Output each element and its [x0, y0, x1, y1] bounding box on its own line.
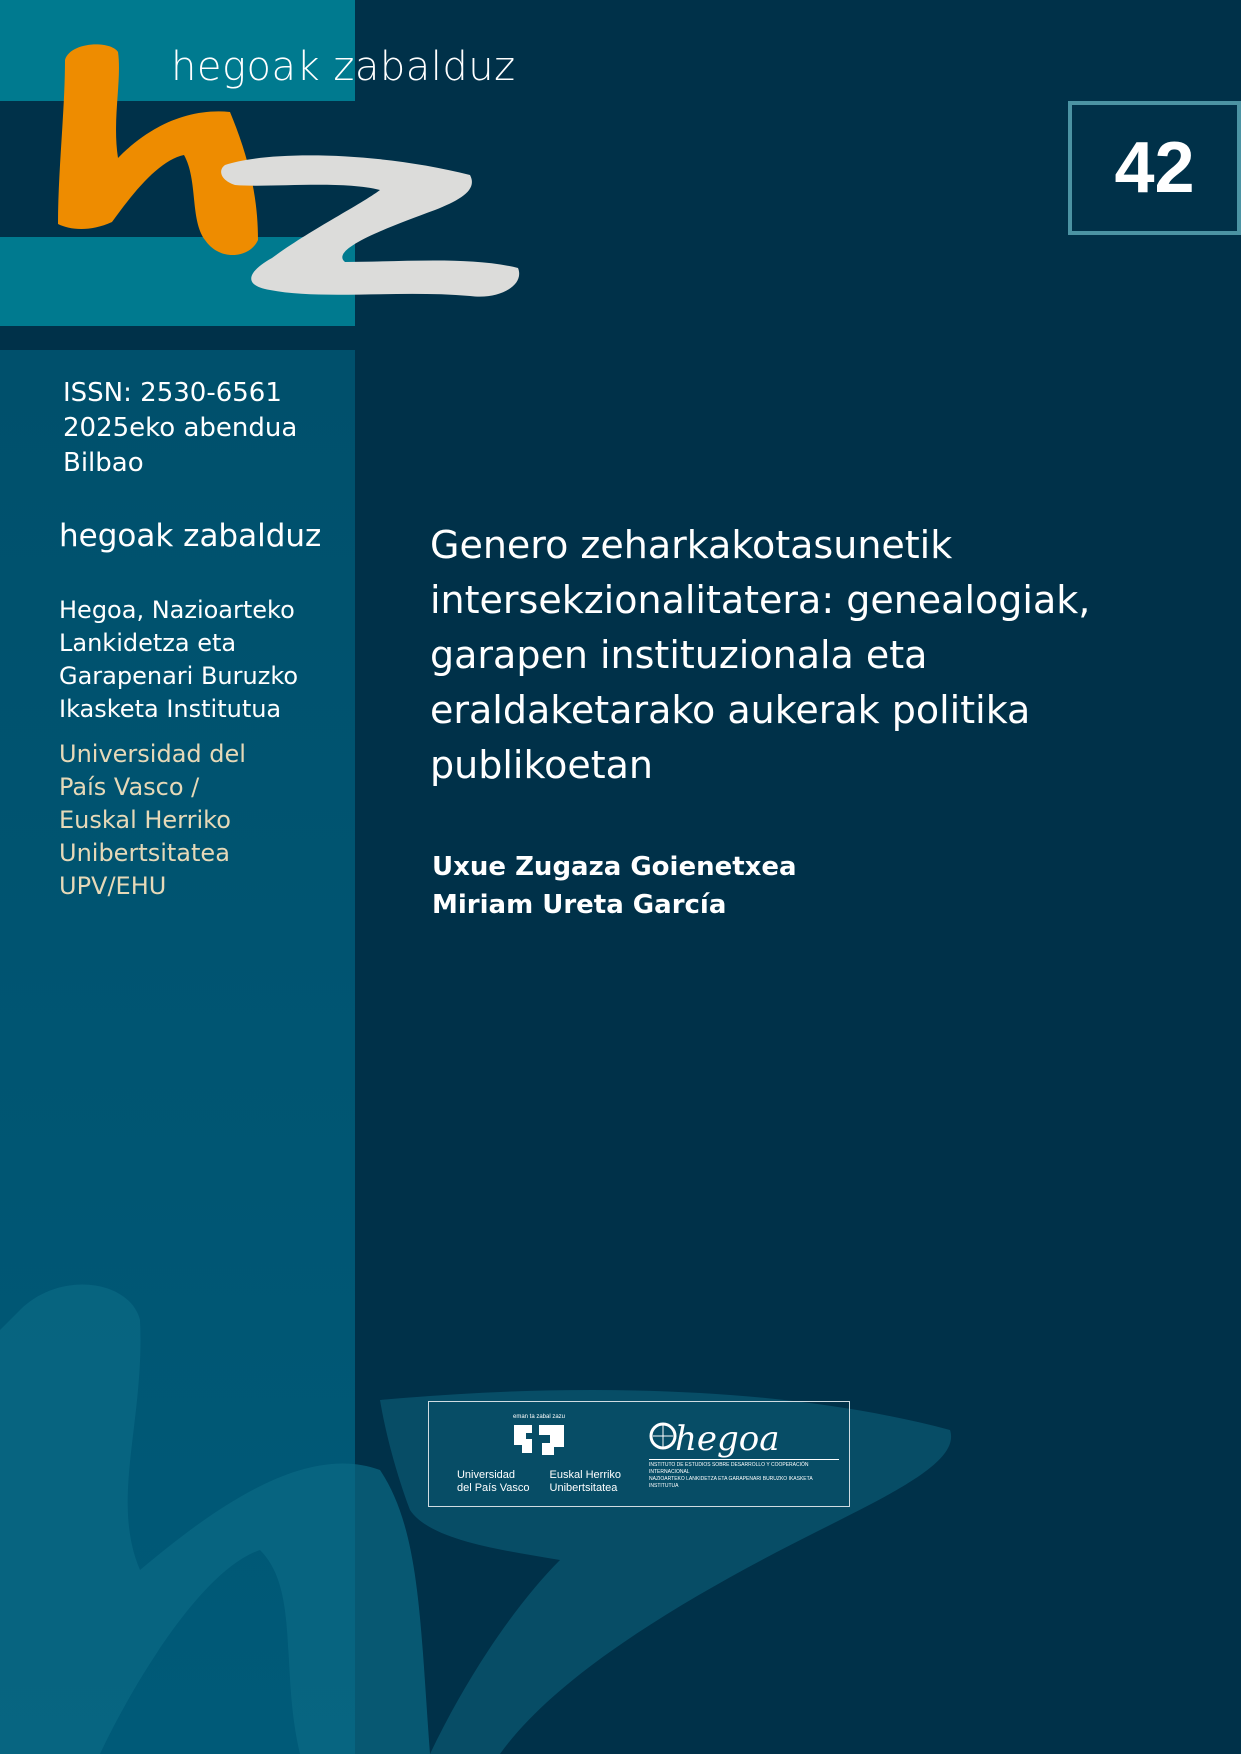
hegoa-sub: INSTITUTO DE ESTUDIOS SOBRE DESARROLLO Y COOPERACIÓN INTERNACIONAL — [649, 1461, 809, 1475]
place: Bilbao — [63, 448, 144, 478]
hegoa-word: hegoa — [675, 1418, 780, 1459]
series-name: hegoak zabalduz — [171, 44, 516, 90]
university-name — [59, 738, 246, 903]
university-line: País Vasco / — [59, 773, 200, 801]
ehu-eu: Unibertsitatea — [549, 1481, 618, 1494]
university-line: Unibertsitatea — [59, 839, 230, 867]
ehu-emblem-icon — [509, 1420, 569, 1460]
institute-line: Lankidetza eta — [59, 629, 237, 657]
hegoa-sub: NAZIOARTEKO LANKIDETZA ETA GARAPENARI BURUZKO IKASKETA INSTITUTUA — [649, 1475, 813, 1489]
author: Miriam Ureta García — [432, 890, 727, 920]
issue-number: 42 — [1068, 101, 1241, 235]
ehu-es: del País Vasco — [456, 1481, 530, 1494]
institute-line: Hegoa, Nazioarteko — [59, 596, 295, 624]
date: 2025eko abendua — [63, 413, 298, 443]
university-line: Euskal Herriko — [59, 806, 231, 834]
hegoa-logo — [649, 1419, 839, 1490]
institute-line: Ikasketa Institutua — [59, 695, 282, 723]
university-line: UPV/EHU — [59, 872, 167, 900]
document-title: Genero zeharkakotasunetik intersekzionalitatera: genealogiak, garapen instituzionala eta eraldaketarako aukerak politika publikoetan — [430, 523, 1091, 787]
globe-icon — [649, 1421, 677, 1453]
sidebar-series-name: hegoak zabalduz — [59, 518, 322, 554]
ehu-logo — [429, 1414, 649, 1495]
watermark-hz-logo — [0, 1270, 1000, 1754]
authors — [432, 848, 797, 924]
institute-name — [59, 594, 298, 726]
institute-line: Garapenari Buruzko — [59, 662, 299, 690]
issn: ISSN: 2530-6561 — [63, 378, 282, 408]
ehu-eu: Euskal Herriko — [549, 1468, 622, 1481]
ehu-motto: eman ta zabal zazu — [512, 1413, 566, 1420]
z-letter-icon — [221, 155, 519, 296]
ehu-es: Universidad — [456, 1468, 516, 1481]
university-line: Universidad del — [59, 740, 246, 768]
logos-box — [428, 1401, 850, 1507]
author: Uxue Zugaza Goienetxea — [432, 852, 797, 882]
publication-meta — [63, 376, 297, 481]
